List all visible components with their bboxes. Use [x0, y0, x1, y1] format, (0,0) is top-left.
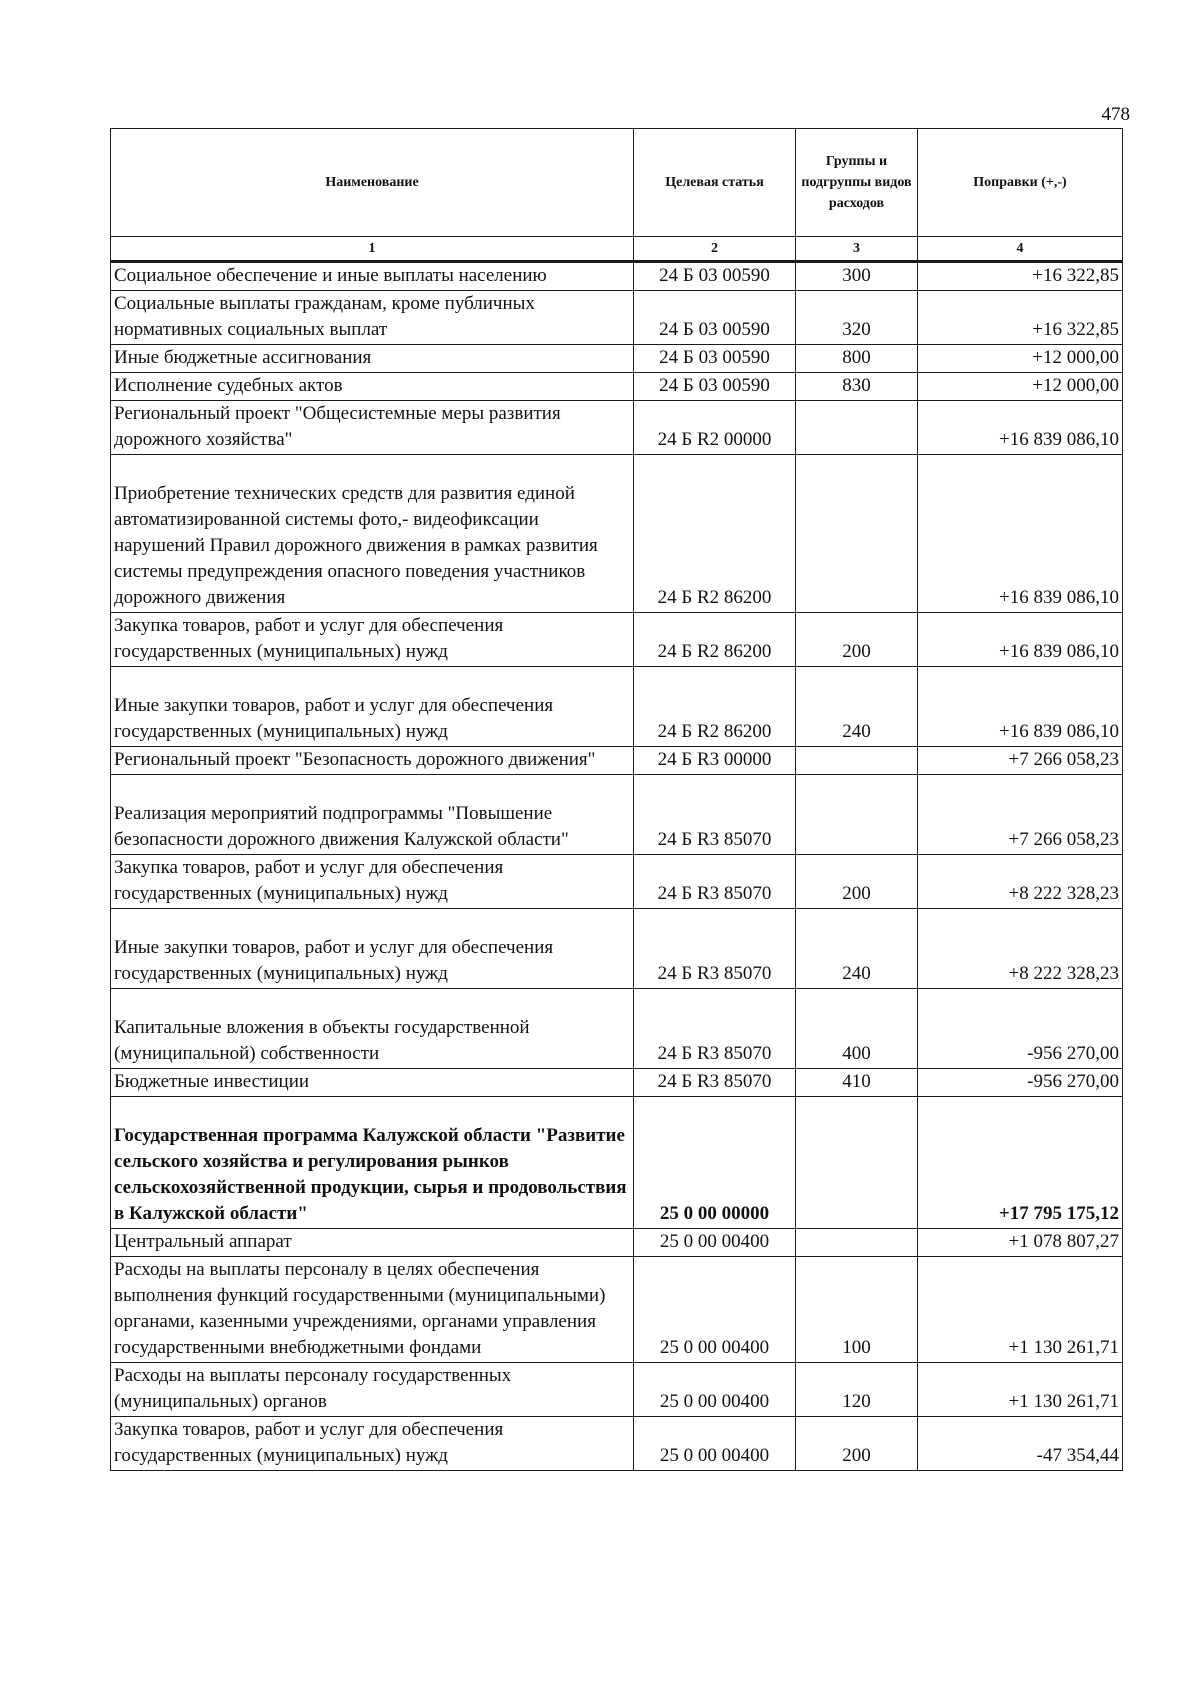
- table-row: [111, 667, 1123, 747]
- row-target-article: 24 Б R2 00000: [634, 401, 796, 455]
- table-row: [111, 262, 1123, 291]
- row-expense-group: [796, 775, 918, 855]
- row-target-article: 24 Б R2 86200: [634, 613, 796, 667]
- table-row: [111, 989, 1123, 1069]
- row-amount: -956 270,00: [918, 989, 1123, 1069]
- row-name: Расходы на выплаты персоналу в целях обеспечения выполнения функций государственными (муниципальными) органами, казенными учреждениями, органами управления государственными внебюджетными фондами: [111, 1257, 634, 1363]
- row-name: Исполнение судебных актов: [111, 373, 634, 401]
- table-row: [111, 1257, 1123, 1363]
- row-target-article: 25 0 00 00400: [634, 1257, 796, 1363]
- row-expense-group: 200: [796, 613, 918, 667]
- row-name: Иные бюджетные ассигнования: [111, 345, 634, 373]
- row-name: Социальные выплаты гражданам, кроме публичных нормативных социальных выплат: [111, 291, 634, 345]
- row-amount: +7 266 058,23: [918, 747, 1123, 775]
- row-name: Региональный проект "Общесистемные меры развития дорожного хозяйства": [111, 401, 634, 455]
- row-name: Закупка товаров, работ и услуг для обеспечения государственных (муниципальных) нужд: [111, 1417, 634, 1471]
- column-number: 2: [634, 237, 796, 262]
- row-name: Расходы на выплаты персоналу государственных (муниципальных) органов: [111, 1363, 634, 1417]
- table-body: [111, 262, 1123, 1471]
- row-expense-group: 300: [796, 262, 918, 291]
- table-row: [111, 1363, 1123, 1417]
- row-target-article: 24 Б 03 00590: [634, 373, 796, 401]
- table-row: [111, 1097, 1123, 1229]
- row-amount: +17 795 175,12: [918, 1097, 1123, 1229]
- row-amount: +16 839 086,10: [918, 455, 1123, 613]
- header-expense-groups: Группы и подгруппы видов расходов: [796, 129, 918, 237]
- row-expense-group: 200: [796, 855, 918, 909]
- row-expense-group: 100: [796, 1257, 918, 1363]
- row-target-article: 24 Б R3 85070: [634, 989, 796, 1069]
- row-target-article: 25 0 00 00400: [634, 1363, 796, 1417]
- row-name: Бюджетные инвестиции: [111, 1069, 634, 1097]
- row-name: Реализация мероприятий подпрограммы "Повышение безопасности дорожного движения Калужской области": [111, 775, 634, 855]
- row-expense-group: 320: [796, 291, 918, 345]
- table-row: [111, 345, 1123, 373]
- column-number: 1: [111, 237, 634, 262]
- row-amount: +16 322,85: [918, 291, 1123, 345]
- row-name: Государственная программа Калужской области "Развитие сельского хозяйства и регулирования рынков сельскохозяйственной продукции, сырья и продовольствия в Калужской области": [111, 1097, 634, 1229]
- row-expense-group: 240: [796, 909, 918, 989]
- row-target-article: 25 0 00 00400: [634, 1229, 796, 1257]
- column-number: 4: [918, 237, 1123, 262]
- column-number-row: [111, 237, 1123, 262]
- row-expense-group: [796, 401, 918, 455]
- column-number: 3: [796, 237, 918, 262]
- row-amount: +16 839 086,10: [918, 667, 1123, 747]
- row-expense-group: [796, 1229, 918, 1257]
- row-amount: -956 270,00: [918, 1069, 1123, 1097]
- row-amount: +1 130 261,71: [918, 1363, 1123, 1417]
- row-expense-group: [796, 455, 918, 613]
- row-expense-group: [796, 747, 918, 775]
- row-target-article: 24 Б R2 86200: [634, 455, 796, 613]
- row-name: Капитальные вложения в объекты государственной (муниципальной) собственности: [111, 989, 634, 1069]
- row-amount: +12 000,00: [918, 345, 1123, 373]
- row-target-article: 25 0 00 00000: [634, 1097, 796, 1229]
- row-expense-group: 410: [796, 1069, 918, 1097]
- row-name: Закупка товаров, работ и услуг для обеспечения государственных (муниципальных) нужд: [111, 613, 634, 667]
- row-target-article: 25 0 00 00400: [634, 1417, 796, 1471]
- table-row: [111, 1417, 1123, 1471]
- row-amount: +1 130 261,71: [918, 1257, 1123, 1363]
- table-row: [111, 775, 1123, 855]
- row-amount: +16 839 086,10: [918, 401, 1123, 455]
- row-expense-group: 830: [796, 373, 918, 401]
- row-expense-group: 400: [796, 989, 918, 1069]
- row-target-article: 24 Б R3 00000: [634, 747, 796, 775]
- row-expense-group: [796, 1097, 918, 1229]
- row-target-article: 24 Б 03 00590: [634, 262, 796, 291]
- table-row: [111, 855, 1123, 909]
- row-name: Центральный аппарат: [111, 1229, 634, 1257]
- row-target-article: 24 Б R3 85070: [634, 1069, 796, 1097]
- row-amount: +1 078 807,27: [918, 1229, 1123, 1257]
- row-target-article: 24 Б R3 85070: [634, 909, 796, 989]
- table-row: [111, 1229, 1123, 1257]
- table-row: [111, 455, 1123, 613]
- row-name: Региональный проект "Безопасность дорожного движения": [111, 747, 634, 775]
- row-expense-group: 200: [796, 1417, 918, 1471]
- row-expense-group: 800: [796, 345, 918, 373]
- table-header-row: [111, 129, 1123, 237]
- budget-amendments-table: [110, 128, 1123, 1471]
- row-amount: -47 354,44: [918, 1417, 1123, 1471]
- row-target-article: 24 Б 03 00590: [634, 291, 796, 345]
- row-target-article: 24 Б R3 85070: [634, 855, 796, 909]
- row-expense-group: 120: [796, 1363, 918, 1417]
- table-row: [111, 613, 1123, 667]
- row-amount: +7 266 058,23: [918, 775, 1123, 855]
- table-row: [111, 909, 1123, 989]
- row-name: Иные закупки товаров, работ и услуг для обеспечения государственных (муниципальных) нужд: [111, 667, 634, 747]
- row-target-article: 24 Б R3 85070: [634, 775, 796, 855]
- row-target-article: 24 Б R2 86200: [634, 667, 796, 747]
- row-name: Приобретение технических средств для развития единой автоматизированной системы фото,- видеофиксации нарушений Правил дорожного движения в рамках развития системы предупреждения опасного поведения участников дорожного движения: [111, 455, 634, 613]
- table-row: [111, 291, 1123, 345]
- header-amendments: Поправки (+,-): [918, 129, 1123, 237]
- row-amount: +8 222 328,23: [918, 909, 1123, 989]
- row-amount: +8 222 328,23: [918, 855, 1123, 909]
- row-amount: +12 000,00: [918, 373, 1123, 401]
- row-name: Закупка товаров, работ и услуг для обеспечения государственных (муниципальных) нужд: [111, 855, 634, 909]
- row-amount: +16 322,85: [918, 262, 1123, 291]
- table-row: [111, 1069, 1123, 1097]
- header-name: Наименование: [111, 129, 634, 237]
- table-row: [111, 401, 1123, 455]
- row-name: Социальное обеспечение и иные выплаты населению: [111, 262, 634, 291]
- page-number: 478: [1101, 104, 1130, 125]
- table-row: [111, 747, 1123, 775]
- row-amount: +16 839 086,10: [918, 613, 1123, 667]
- row-name: Иные закупки товаров, работ и услуг для обеспечения государственных (муниципальных) нужд: [111, 909, 634, 989]
- table-row: [111, 373, 1123, 401]
- row-expense-group: 240: [796, 667, 918, 747]
- row-target-article: 24 Б 03 00590: [634, 345, 796, 373]
- header-target-article: Целевая статья: [634, 129, 796, 237]
